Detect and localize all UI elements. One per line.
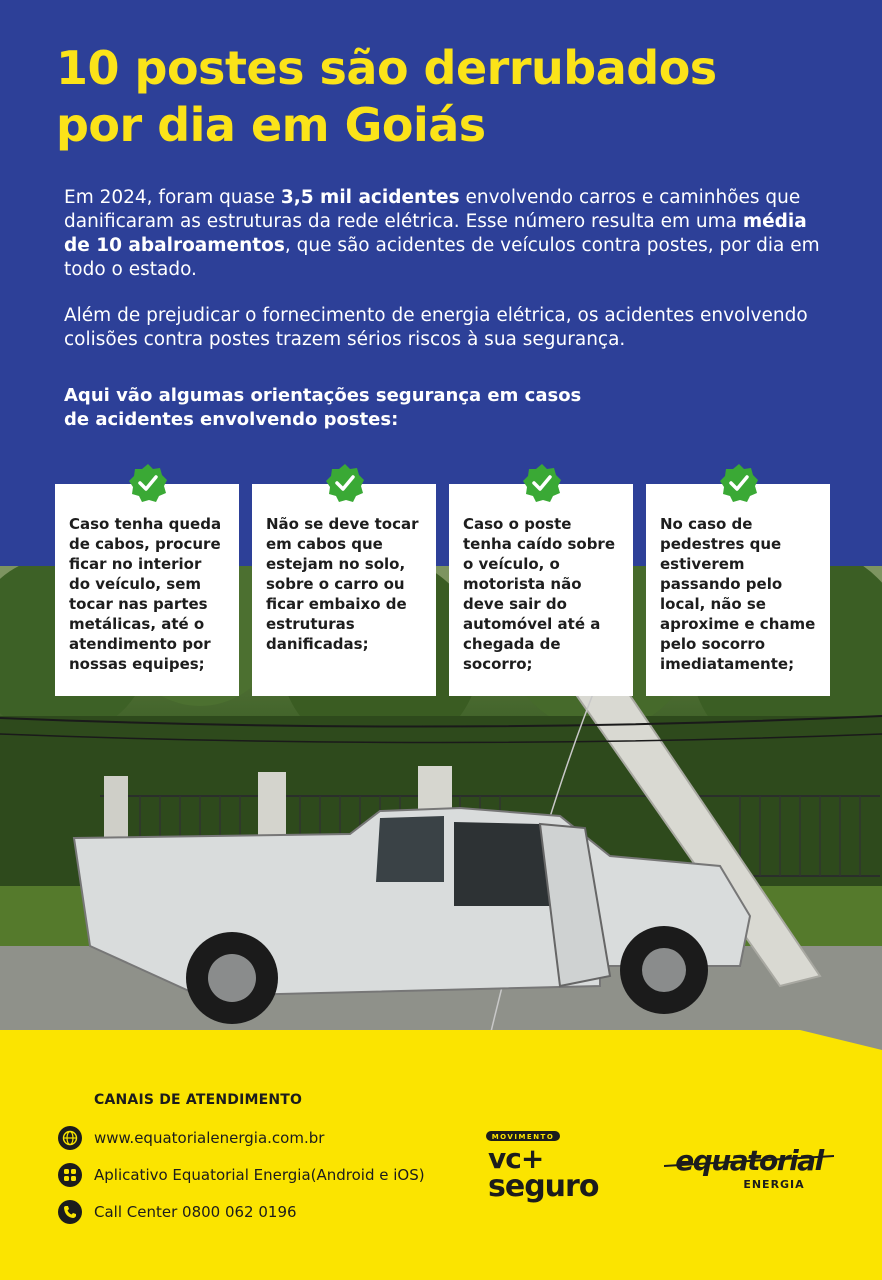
check-badge-icon bbox=[129, 464, 167, 502]
phone-icon bbox=[58, 1200, 82, 1224]
safety-card-4-text: No caso de pedestres que estiverem passando pelo local, não se aproxime e chame pelo socorro imediatamente; bbox=[660, 515, 816, 673]
equatorial-energia-logo bbox=[664, 1142, 834, 1192]
channel-app-text: Aplicativo Equatorial Energia(Android e iOS) bbox=[94, 1166, 425, 1184]
channel-website-text[interactable]: www.equatorialenergia.com.br bbox=[94, 1129, 325, 1147]
intro-p1-highlight-average: média de 10 abalroamentos bbox=[64, 211, 807, 256]
title-line-2: por dia em Goiás bbox=[56, 98, 486, 152]
app-icon bbox=[58, 1163, 82, 1187]
footer-corner bbox=[800, 1030, 882, 1050]
truck-window bbox=[376, 816, 444, 882]
globe-icon bbox=[58, 1126, 82, 1150]
channel-call-center-text: Call Center 0800 062 0196 bbox=[94, 1203, 297, 1221]
svg-text:vc+: vc+ bbox=[488, 1142, 544, 1175]
intro-p1-part-a: Em 2024, foram quase bbox=[64, 187, 281, 208]
wheel-rim bbox=[642, 948, 686, 992]
intro-paragraph-1 bbox=[64, 186, 824, 282]
intro-text bbox=[64, 186, 824, 374]
safety-card-2 bbox=[252, 484, 436, 696]
title-line-1: 10 postes são derrubados bbox=[56, 41, 717, 95]
svg-text:MOVIMENTO: MOVIMENTO bbox=[491, 1133, 555, 1141]
safety-card-1-text: Caso tenha queda de cabos, procure ficar no interior do veículo, sem tocar nas partes metálicas, até o atendimento por nossas equipes; bbox=[69, 515, 222, 673]
svg-text:seguro: seguro bbox=[488, 1169, 599, 1204]
guidelines-heading-line-2: de acidentes envolvendo postes: bbox=[64, 409, 399, 430]
svg-text:equatorial: equatorial bbox=[675, 1144, 823, 1177]
channel-call-center[interactable] bbox=[58, 1199, 297, 1225]
page-title bbox=[56, 40, 836, 154]
guidelines-heading bbox=[64, 384, 664, 432]
vc-seguro-logo bbox=[486, 1130, 626, 1206]
intro-p1-part-e: , que são acidentes de veículos contra postes, por dia em todo o estado. bbox=[64, 235, 820, 280]
channel-app[interactable] bbox=[58, 1162, 425, 1188]
intro-paragraph-2: Além de prejudicar o fornecimento de energia elétrica, os acidentes envolvendo colisões contra postes trazem sérios riscos à sua segurança. bbox=[64, 305, 808, 350]
svg-text:ENERGIA: ENERGIA bbox=[743, 1178, 805, 1191]
safety-card-2-text: Não se deve tocar em cabos que estejam no solo, sobre o carro ou ficar embaixo de estruturas danificadas; bbox=[266, 515, 419, 653]
check-badge-icon bbox=[326, 464, 364, 502]
check-badge-icon bbox=[523, 464, 561, 502]
check-badge-icon bbox=[720, 464, 758, 502]
channels-title: CANAIS DE ATENDIMENTO bbox=[94, 1092, 303, 1108]
wheel-rim bbox=[208, 954, 256, 1002]
safety-card-1 bbox=[55, 484, 239, 696]
safety-card-3-text: Caso o poste tenha caído sobre o veículo, o motorista não deve sair do automóvel até a chegada de socorro; bbox=[463, 515, 616, 673]
channel-website[interactable] bbox=[58, 1125, 324, 1151]
guidelines-heading-line-1: Aqui vão algumas orientações segurança em casos bbox=[64, 385, 582, 406]
safety-card-4 bbox=[646, 484, 830, 696]
intro-p1-part-c: envolvendo carros e caminhões que danificaram as estruturas da rede elétrica. Esse número resulta em uma bbox=[64, 187, 801, 232]
intro-p1-highlight-accidents: 3,5 mil acidentes bbox=[280, 187, 460, 208]
safety-card-3 bbox=[449, 484, 633, 696]
